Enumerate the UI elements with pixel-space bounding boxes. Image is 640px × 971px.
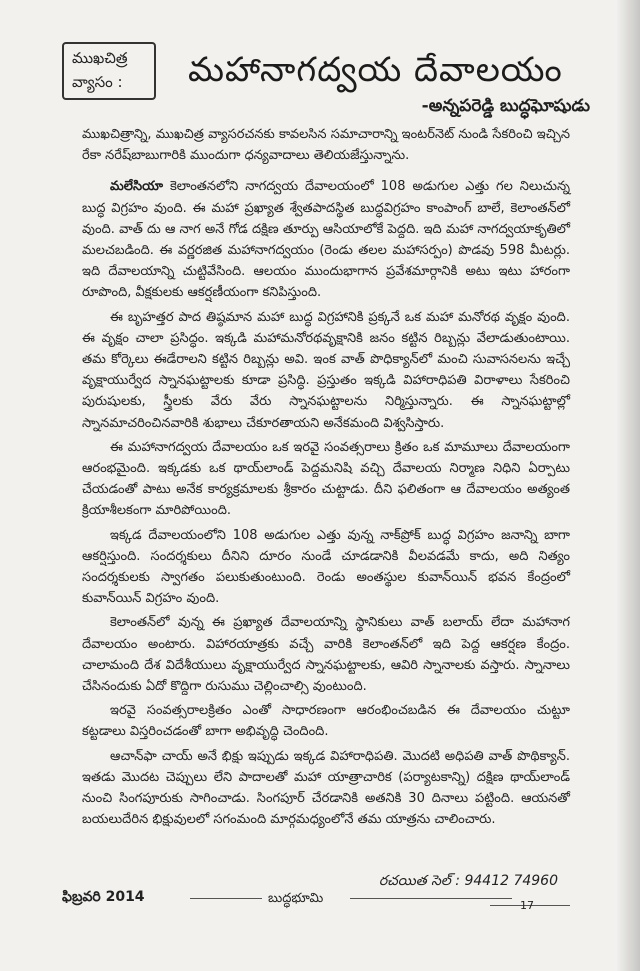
section-tag [62,42,156,100]
article-paragraph [82,437,570,522]
article-paragraph [82,176,570,303]
footer-divider [190,898,262,899]
author-phone: రచయిత సెల్ : 94412 74960 [378,873,558,889]
issue-date: ఫిబ్రవరి 2014 [62,889,145,905]
article-paragraph [82,124,570,166]
paragraph-text: ఆచాన్‌ఫా చాయ్ అనే భిక్షు ఇప్పుడు ఇక్కడ విహారాధిపతి. మొదటి అధిపతి వాత్ పొథిక్యాన్. ఇతడు మొదట చెప్పులు లేని పాదాలతో మహా యాత్రాచారిక (పర్యాటకాన్ని) దక్షిణ థాయ్‌లాండ్ నుంచి సింగపూరుకు సాగించాడు. సింగపూర్ చేరడానికి అతనికి 30 దినాలు పట్టింది. ఆయనతో బయలుదేరిన భిక్షువులలో సగంమంది మార్గమధ్యంలోనే తమ యాత్రను చాలించారు. [82,748,570,828]
article-paragraph [82,525,570,610]
paragraph-text: కెలాంతనలోని నాగద్వయ దేవాలయంలో 108 అడుగుల ఎత్తు గల నిలుచున్న బుద్ధ విగ్రహం వుంది. ఈ మహా ప్రఖ్యాత శ్వేతపాదస్థిత బుద్ధవిగ్రహం కాంపాంగ్ బాలే, కెలాంతన్‌లో వుంది. వాత్ దు ఆ నాగ అనే గోడ దక్షిణ తూర్పు ఆసియాలోకే పెద్దది. ఇది మహా నాగద్వయాకృతిలో మలచబడింది. ఈ వర్ణరజిత మహానాగద్వయం (రెండు తలల మహాసర్పం) పొడవు 598 మీటర్లు. ఇది దేవాలయాన్ని చుట్టివేసింది. ఆలయం ముందుభాగాన ప్రవేశమార్గానికి అటు ఇటు హారంగా రూపొంది, వీక్షకులకు ఆకర్షణీయంగా కనిపిస్తుంది. [82,179,570,301]
article-author: -అన్నపరెడ్డి బుద్ధఘోషుడు [421,96,590,116]
paragraph-text: కెలాంతన్‌లో వున్న ఈ ప్రఖ్యాత దేవాలయాన్ని స్థానికులు వాత్ బలాయ్ లేదా మహానాగ దేవాలయం అంటారు. విహారయాత్రకు వచ్చే వారికి కెలాంతన్‌లో ఇది పెద్ద ఆకర్షణ కేంద్రం. చాలామంది దేశ విదేశీయులు వృక్షాయుర్వేద స్నానఘట్టాలకు, ఆవిరి స్నానాలకు వస్తారు. స్నానాలు చేసినందుకు ఏదో కొద్దిగా రుసుము చెల్లించాల్సి వుంటుంది. [82,615,570,695]
article-paragraph [82,307,570,434]
article-paragraph [82,746,570,831]
section-tag-line2: వ్యాసం : [72,73,123,91]
paragraph-text: ఈ మహానాగద్వయ దేవాలయం ఒక ఇరవై సంవత్సరాలు క్రితం ఒక మామూలు దేవాలయంగా ఆరంభమైంది. ఇక్కడకు ఒక థాయ్‌లాండ్ పెద్దమనిషి వచ్చి దేవాలయ నిర్మాణ నిధిని ఏర్పాటు చేయడంతో పాటు అనేక కార్యక్రమాలకు శ్రీకారం చుట్టాడు. దీని ఫలితంగా ఆ దేవాలయం అత్యంత క్రియాశీలకంగా మారిపోయింది. [82,439,570,519]
paragraph-text: ముఖచిత్రాన్ని, ముఖచిత్ర వ్యాసరచనకు కావలసిన సమాచారాన్ని ఇంటర్‌నెట్ నుండి సేకరించి ఇచ్చిన రేకా నరేష్‌బాబుగారికి ముందుగా ధన్యవాదాలు తెలియజేస్తున్నాను. [82,127,570,164]
page-number: 17 [520,899,534,912]
paragraph-text: ఇక్కడ దేవాలయంలోని 108 అడుగుల ఎత్తు వున్న నాక్‌ప్రోక్ బుద్ధ విగ్రహం జనాన్ని బాగా ఆకర్షిస్తుంది. సందర్శకులు దీనిని దూరం నుండే చూడడానికి వీలవడమే కాదు, అది నిత్యం సందర్శకులకు స్వాగతం పలుకుతుంటుంది. రెండు అంతస్థుల కువాన్‌యిన్ భవన కేంద్రంలో కువాన్‌యిన్ విగ్రహం వుంది. [82,527,570,607]
magazine-name: బుద్ధభూమి [268,891,324,906]
article-body [82,124,570,834]
article-title: మహానాగద్వయ దేవాలయం [188,50,563,90]
article-paragraph [82,612,570,697]
section-tag-line1: ముఖచిత్ర [72,49,128,67]
article-paragraph [82,700,570,742]
paragraph-lead-word: మలేసియా [110,179,163,195]
paragraph-text: ఇరవై సంవత్సరాలక్రితం ఎంతో సాధారణంగా ఆరంభించబడిన ఈ దేవాలయం చుట్టూ కట్టడాలు విస్తరించడంతో బాగా అభివృద్ధి చెందింది. [82,703,570,740]
footer-divider [350,898,512,899]
paragraph-text: ఈ బృహత్తర పాద తిష్ఠమాన మహా బుద్ధ విగ్రహానికి ప్రక్కనే ఒక మహా మనోరథ వృక్షం వుంది. ఈ వృక్షం చాలా ప్రసిద్ధం. ఇక్కడి మహామనోరథవృక్షానికి జనం కట్టిన రిబ్బన్లు వేలాడుతుంటాయి. తమ కోర్కెలు ఈడేరాలని కట్టిన రిబ్బన్లు అవి. ఇంక వాత్ పొధిక్యాన్‌లో మంచి సువాసనలను ఇచ్చే వృక్షాయుర్వేద స్నానఘట్టాలకు కూడా ప్రసిద్ధి. ప్రస్తుతం ఇక్కడి విహారాధిపతి విరాళాలు సేకరించి పురుషులకు, స్త్రీలకు వేరు వేరు స్నానఘట్టాలను నిర్మిస్తున్నారు. ఈ స్నానఘట్టాల్లో స్నానమాచరించినవారికి శుభాలు చేకూరతాయని అనేకమంది విశ్వసిస్తారు. [82,309,570,431]
